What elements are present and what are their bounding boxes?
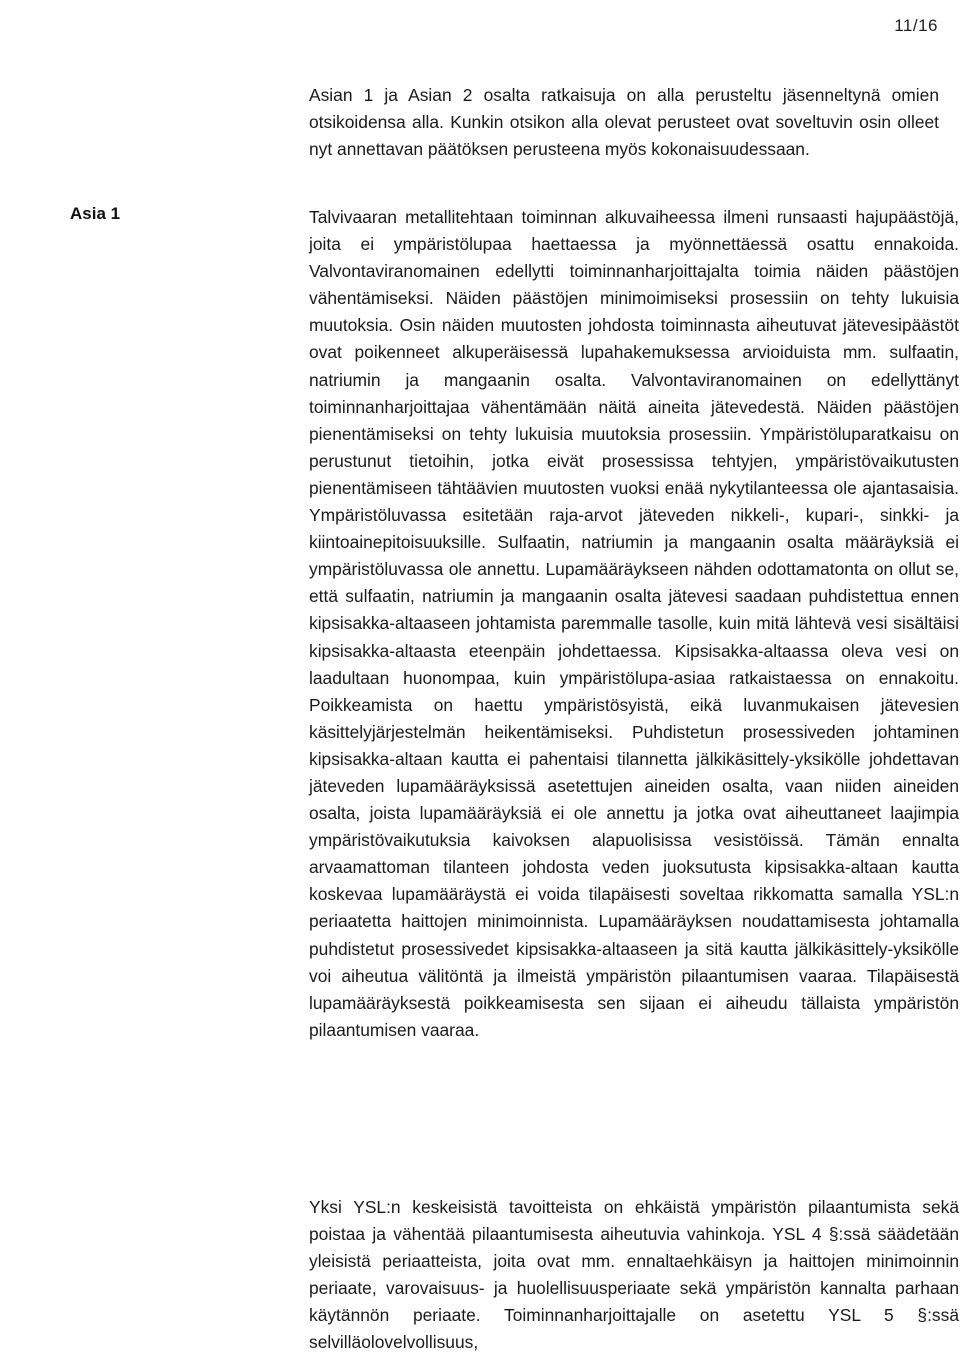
section-heading: Asia 1 (70, 204, 121, 223)
intro-paragraph: Asian 1 ja Asian 2 osalta ratkaisuja on alla perusteltu jäsenneltynä omien otsikoidensa alla. Kunkin otsikon alla olevat perusteet ovat soveltuvin osin olleet nyt annettavan päätöksen perusteena myös kokonaisuudessaan. (309, 85, 939, 160)
section-paragraph-2: Yksi YSL:n keskeisistä tavoitteista on ehkäistä ympäristön pilaantumista sekä poistaa ja vähentää pilaantumisesta aiheutuvia vahinkoja. YSL 4 §:ssä säädetään yleisistä periaatteista, joita ovat mm. ennaltaehkäisyn ja haittojen minimoinnin periaate, varovaisuus- ja huolellisuusperiaate sekä ympäristön kannalta parhaan käytännön periaate. Toiminnanharjoittajalle on asetettu YSL 5 §:ssä selvilläolovelvollisuus, (309, 1197, 959, 1353)
section-paragraph-1: Talvivaaran metallitehtaan toiminnan alkuvaiheessa ilmeni runsaasti hajupäästöjä, joita ei ympäristölupaa haettaessa ja myönnettäessä osattu ennakoida. Valvontaviranomainen edellytti toiminnanharjoittajalta toimia näiden päästöjen vähentämiseksi. Näiden päästöjen minimoimiseksi prosessiin on tehty lukuisia muutoksia. Osin näiden muutosten johdosta toiminnasta aiheutuvat jätevesipäästöt ovat poikenneet alkuperäisessä lupahakemuksessa arvioiduista mm. sulfaatin, natriumin ja mangaanin osalta. Valvontaviranomainen on edellyttänyt toiminnanharjoittajaa vähentämään näitä aineita jätevedestä. Näiden päästöjen pienentämiseksi on tehty lukuisia muutoksia prosessiin. Ympäristöluparatkaisu on perustunut tietoihin, jotka eivät prosessissa tehtyjen, ympäristövaikutusten pienentämiseen tähtäävien muutosten vuoksi enää nykytilanteessa ole ajantasaisia. Ympäristöluvassa esitetään raja-arvot jäteveden nikkeli-, kupari-, sinkki- ja kiintoainepitoisuuksille. Sulfaatin, natriumin ja mangaanin osalta määräyksiä ei ympäristöluvassa ole annettu. Lupamääräykseen nähden odottamatonta on ollut se, että sulfaatin, natriumin ja mangaanin osalta jätevesi saadaan puhdistettua ennen kipsisakka-altaaseen johtamista paremmalle tasolle, kuin mitä lähtevä vesi sisältäisi kipsisakka-altaasta eteenpäin johdettaessa. Kipsisakka-altaassa oleva vesi on laadultaan huonompaa, kuin ympäristölupa-asiaa ratkaistaessa on ennakoitu. Poikkeamista on haettu ympäristösyistä, eikä luvanmukaisen jätevesien käsittelyjärjestelmän heikentämiseksi. Puhdistetun prosessiveden johtaminen kipsisakka-altaan kautta ei pahentaisi tilannetta jälkikäsittely-yksikölle johdettavan jäteveden lupamääräyksissä asetettujen aineiden osalta, vaan niiden aineiden osalta, joista lupamääräyksiä ei ole annettu ja jotka ovat aiheuttaneet laajimpia ympäristövaikutuksia kaivoksen alapuolisissa vesistöissä. Tämän ennalta arvaamattoman tilanteen johdosta veden juoksutusta kipsisakka-altaan kautta koskevaa lupamääräystä ei voida tilapäisesti soveltaa rikkomatta samalla YSL:n periaatetta haittojen minimoinnista. Lupamääräyksen noudattamisesta johtamalla puhdistetut prosessivedet kipsisakka-altaaseen ja sitä kautta jälkikäsittely-yksikölle voi aiheutua välitöntä ja ilmeistä ympäristön pilaantumisen vaaraa. Tilapäisestä lupamääräyksestä poikkeamisesta sen sijaan ei aiheudu tällaista ympäristön pilaantumisen vaaraa. (309, 207, 959, 1040)
page-number: 11/16 (894, 16, 938, 35)
